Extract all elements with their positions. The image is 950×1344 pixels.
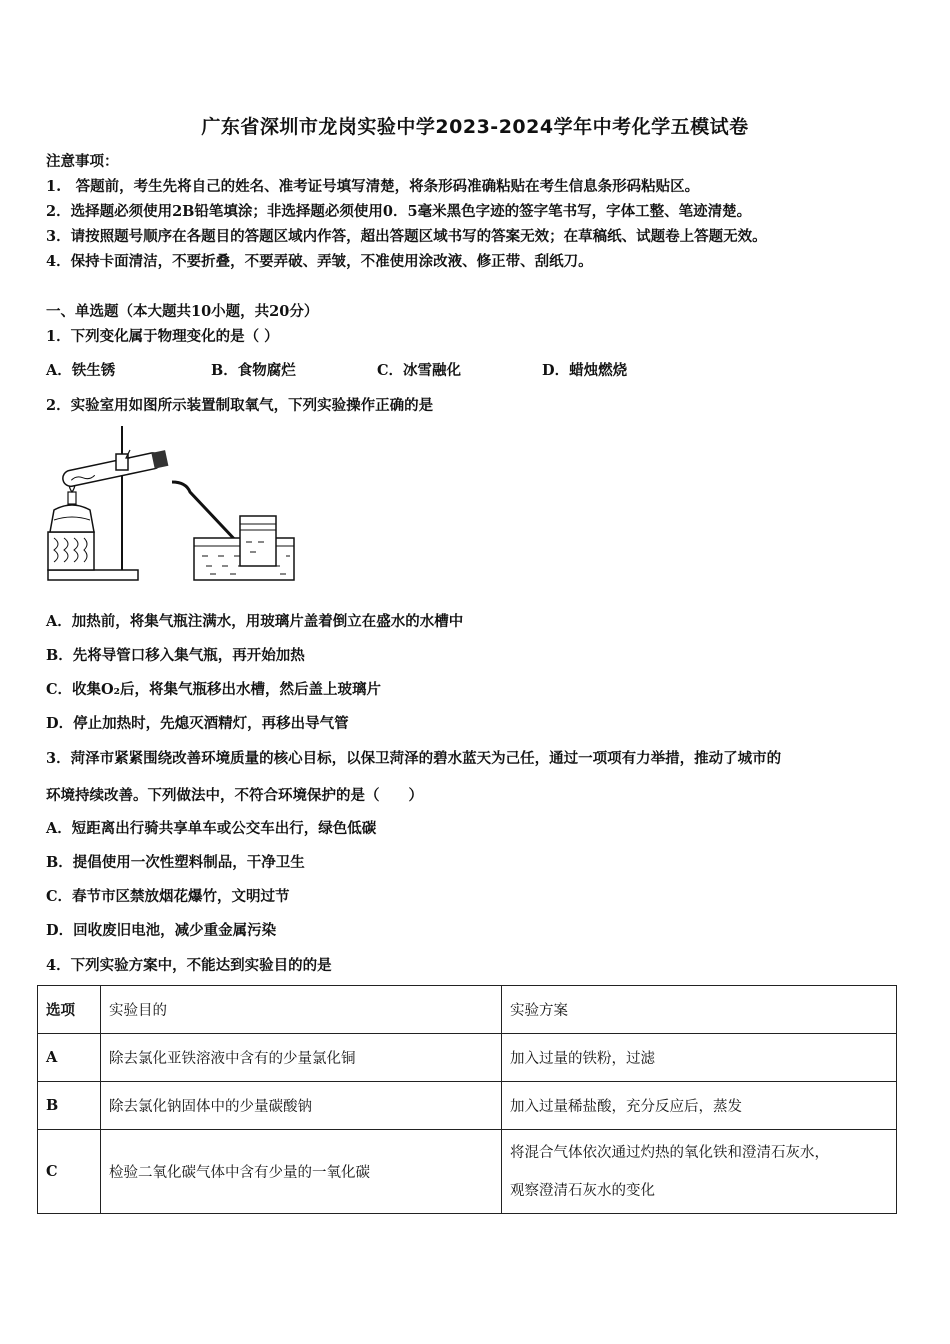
notice-heading: 注意事项： [46, 153, 119, 170]
q1-option-d: D．蜡烛燃烧 [542, 362, 628, 379]
q3-option-d: D．回收废旧电池，减少重金属污染 [46, 922, 277, 939]
row-c-plan-line1: 将混合气体依次通过灼热的氧化铁和澄清石灰水， [510, 1144, 829, 1161]
q3-stem-line1: 3．菏泽市紧紧围绕改善环境质量的核心目标，以保卫菏泽的碧水蓝天为己任，通过一项项有力举措，推动了城市的 [46, 750, 782, 767]
table-row [38, 1034, 897, 1082]
q1-stem: 1．下列变化属于物理变化的是（ ） [46, 328, 279, 345]
q2-option-b: B．先将导管口移入集气瓶，再开始加热 [46, 647, 305, 664]
notice-item-1: 1. 答题前，考生先将自己的姓名、准考证号填写清楚，将条形码准确粘贴在考生信息条形码粘贴区。 [46, 178, 700, 195]
row-b-plan: 加入过量稀盐酸，充分反应后，蒸发 [502, 1082, 897, 1130]
header-plan: 实验方案 [502, 986, 897, 1034]
oxygen-apparatus-figure [40, 420, 300, 588]
row-c-goal: 检验二氧化碳气体中含有少量的一氧化碳 [101, 1130, 502, 1214]
row-b-option: B [38, 1082, 101, 1130]
q3-option-c: C．春节市区禁放烟花爆竹，文明过节 [46, 888, 290, 905]
q2-stem: 2．实验室用如图所示装置制取氧气，下列实验操作正确的是 [46, 397, 434, 414]
row-a-goal: 除去氯化亚铁溶液中含有的少量氯化铜 [101, 1034, 502, 1082]
q2-option-d: D．停止加热时，先熄灭酒精灯，再移出导气管 [46, 715, 349, 732]
notice-item-3: 3．请按照题号顺序在各题目的答题区域内作答，超出答题区域书写的答案无效；在草稿纸、试题卷上答题无效。 [46, 228, 767, 245]
table-row [38, 1082, 897, 1130]
q1-option-b: B．食物腐烂 [211, 362, 296, 379]
notice-item-4: 4．保持卡面清洁，不要折叠，不要弄破、弄皱，不准使用涂改液、修正带、刮纸刀。 [46, 253, 593, 270]
header-option: 选项 [38, 986, 101, 1034]
q3-stem-line2: 环境持续改善。下列做法中，不符合环境保护的是（ ） [46, 787, 423, 804]
row-c-plan-cell [502, 1130, 897, 1214]
notice-item-2: 2．选择题必须使用2B铅笔填涂；非选择题必须使用0．5毫米黑色字迹的签字笔书写，字体工整、笔迹清楚。 [46, 203, 752, 220]
row-c-plan-line2: 观察澄清石灰水的变化 [510, 1182, 655, 1199]
header-goal: 实验目的 [101, 986, 502, 1034]
q1-option-c: C．冰雪融化 [377, 362, 462, 379]
q4-stem: 4．下列实验方案中，不能达到实验目的的是 [46, 957, 332, 974]
q2-option-a: A．加热前，将集气瓶注满水，用玻璃片盖着倒立在盛水的水槽中 [46, 613, 464, 630]
table-row [38, 1130, 897, 1214]
row-a-option: A [38, 1034, 101, 1082]
q3-option-a: A．短距离出行骑共享单车或公交车出行，绿色低碳 [46, 820, 377, 837]
page-title: 广东省深圳市龙岗实验中学2023-2024学年中考化学五模试卷 [201, 116, 749, 138]
q3-option-b: B．提倡使用一次性塑料制品，干净卫生 [46, 854, 305, 871]
q2-option-c: C．收集O₂后，将集气瓶移出水槽，然后盖上玻璃片 [46, 681, 382, 698]
q1-option-a: A．铁生锈 [46, 362, 116, 379]
section-heading: 一、单选题（本大题共10小题，共20分） [46, 303, 319, 320]
table-header-row [38, 986, 897, 1034]
q4-table [37, 985, 897, 1214]
row-a-plan: 加入过量的铁粉，过滤 [502, 1034, 897, 1082]
row-c-option: C [38, 1130, 101, 1214]
row-b-goal: 除去氯化钠固体中的少量碳酸钠 [101, 1082, 502, 1130]
